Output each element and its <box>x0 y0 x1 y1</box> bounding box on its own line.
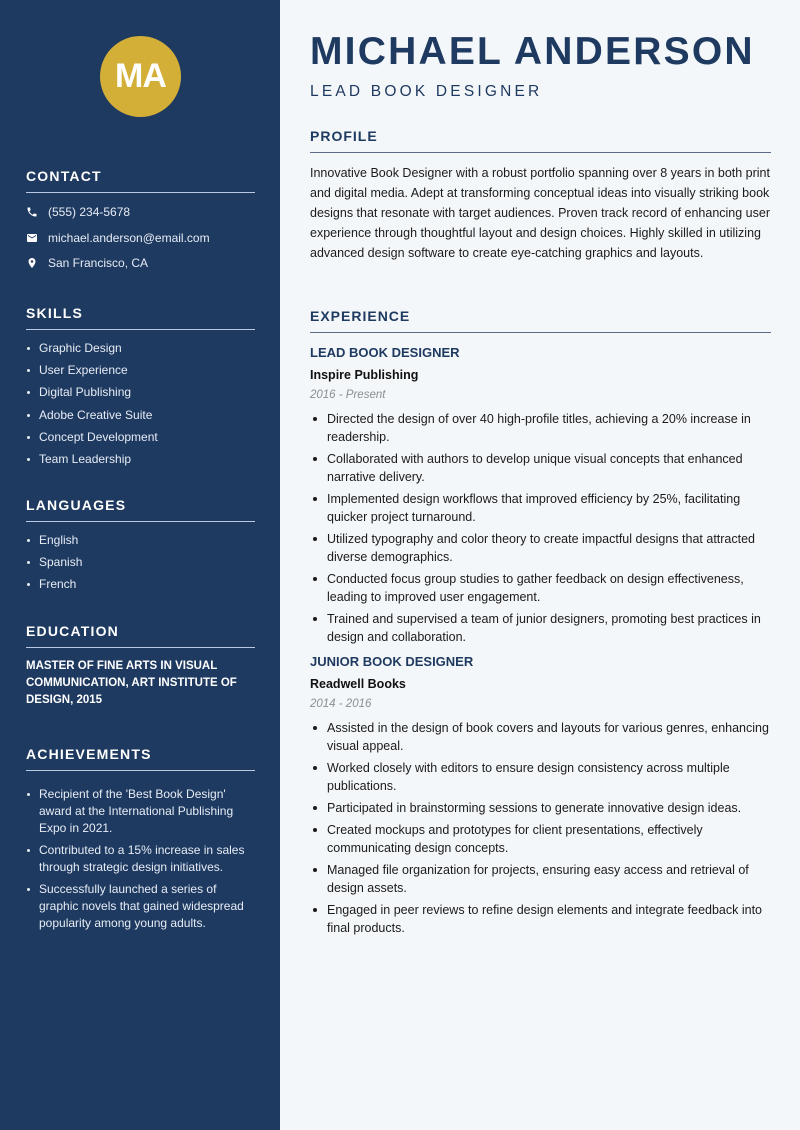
skill-item: Team Leadership <box>26 451 255 468</box>
job-company: Readwell Books <box>310 677 406 691</box>
job-bullet: Trained and supervised a team of junior designers, promoting best practices in design and collaboration. <box>310 610 771 646</box>
job-dates: 2016 - Present <box>310 389 386 401</box>
job-title: JUNIOR BOOK DESIGNER <box>310 654 474 669</box>
job-bullet: Implemented design workflows that improved efficiency by 25%, facilitating quicker project turnaround. <box>310 490 771 526</box>
sidebar <box>0 0 280 1130</box>
education-entry: MASTER OF FINE ARTS IN VISUAL COMMUNICATION, ART INSTITUTE OF DESIGN, 2015 <box>26 660 237 706</box>
skill-item: Digital Publishing <box>26 384 255 401</box>
achievements-section <box>26 746 255 937</box>
job-bullet: Managed file organization for projects, ensuring easy access and retrieval of design assets. <box>310 861 771 897</box>
job-bullets <box>310 719 771 937</box>
avatar <box>100 36 181 117</box>
contact-section <box>26 168 255 280</box>
education-section <box>26 623 255 709</box>
skills-section <box>26 305 255 473</box>
job-bullet: Participated in brainstorming sessions to generate innovative design ideas. <box>310 799 771 817</box>
experience-section <box>310 308 771 941</box>
contact-email <box>26 229 255 247</box>
education-heading: EDUCATION <box>26 623 255 648</box>
location-text: San Francisco, CA <box>48 256 149 271</box>
contact-phone <box>26 203 255 221</box>
achievement-item: Successfully launched a series of graphic novels that gained widespread popularity among young adults. <box>26 881 255 932</box>
location-pin-icon <box>26 257 48 269</box>
contact-location <box>26 254 255 272</box>
language-item: English <box>26 532 255 549</box>
profile-heading: PROFILE <box>310 128 771 153</box>
skills-list <box>26 340 255 468</box>
phone-text[interactable]: (555) 234-5678 <box>48 205 131 219</box>
job-bullets <box>310 410 771 646</box>
candidate-name: MICHAEL ANDERSON <box>310 30 755 73</box>
achievement-item: Recipient of the 'Best Book Design' award at the International Publishing Expo in 2021. <box>26 786 255 837</box>
profile-summary: Innovative Book Designer with a robust portfolio spanning over 8 years in both print and digital media. Adept at transforming conceptual ideas into visually striking book designs that resonate with target audiences. Proven track record of enhancing user experience through thoughtful layout and design choices. Highly skilled in utilizing advanced design software to create eye-catching graphics and layouts. <box>310 166 770 260</box>
achievements-heading: ACHIEVEMENTS <box>26 746 255 771</box>
languages-heading: LANGUAGES <box>26 497 255 522</box>
job-title: LEAD BOOK DESIGNER <box>310 345 460 360</box>
phone-icon <box>26 206 48 218</box>
skill-item: User Experience <box>26 362 255 379</box>
skills-heading: SKILLS <box>26 305 255 330</box>
job-entry <box>310 345 771 646</box>
achievements-list <box>26 786 255 932</box>
language-item: French <box>26 576 255 593</box>
skill-item: Concept Development <box>26 429 255 446</box>
experience-heading: EXPERIENCE <box>310 308 771 333</box>
language-item: Spanish <box>26 554 255 571</box>
job-bullet: Directed the design of over 40 high-profile titles, achieving a 20% increase in readership. <box>310 410 771 446</box>
job-entry <box>310 654 771 937</box>
job-bullet: Conducted focus group studies to gather feedback on design effectiveness, leading to improved user engagement. <box>310 570 771 606</box>
avatar-initials: MA <box>115 57 166 95</box>
languages-list <box>26 532 255 593</box>
job-bullet: Worked closely with editors to ensure design consistency across multiple publications. <box>310 759 771 795</box>
languages-section <box>26 497 255 599</box>
job-bullet: Assisted in the design of book covers and layouts for various genres, enhancing visual appeal. <box>310 719 771 755</box>
skill-item: Adobe Creative Suite <box>26 407 255 424</box>
email-text[interactable]: michael.anderson@email.com <box>48 230 210 245</box>
job-company: Inspire Publishing <box>310 368 419 382</box>
job-bullet: Engaged in peer reviews to refine design elements and integrate feedback into final products. <box>310 901 771 937</box>
candidate-title: LEAD BOOK DESIGNER <box>310 83 543 100</box>
job-dates: 2014 - 2016 <box>310 698 372 710</box>
job-bullet: Utilized typography and color theory to create impactful designs that attracted diverse demographics. <box>310 530 771 566</box>
job-bullet: Collaborated with authors to develop unique visual concepts that enhanced narrative delivery. <box>310 450 771 486</box>
achievement-item: Contributed to a 15% increase in sales through strategic design initiatives. <box>26 842 255 876</box>
contact-heading: CONTACT <box>26 168 255 193</box>
skill-item: Graphic Design <box>26 340 255 357</box>
email-icon <box>26 232 48 244</box>
profile-section <box>310 128 771 263</box>
job-bullet: Created mockups and prototypes for client presentations, effectively communicating design concepts. <box>310 821 771 857</box>
